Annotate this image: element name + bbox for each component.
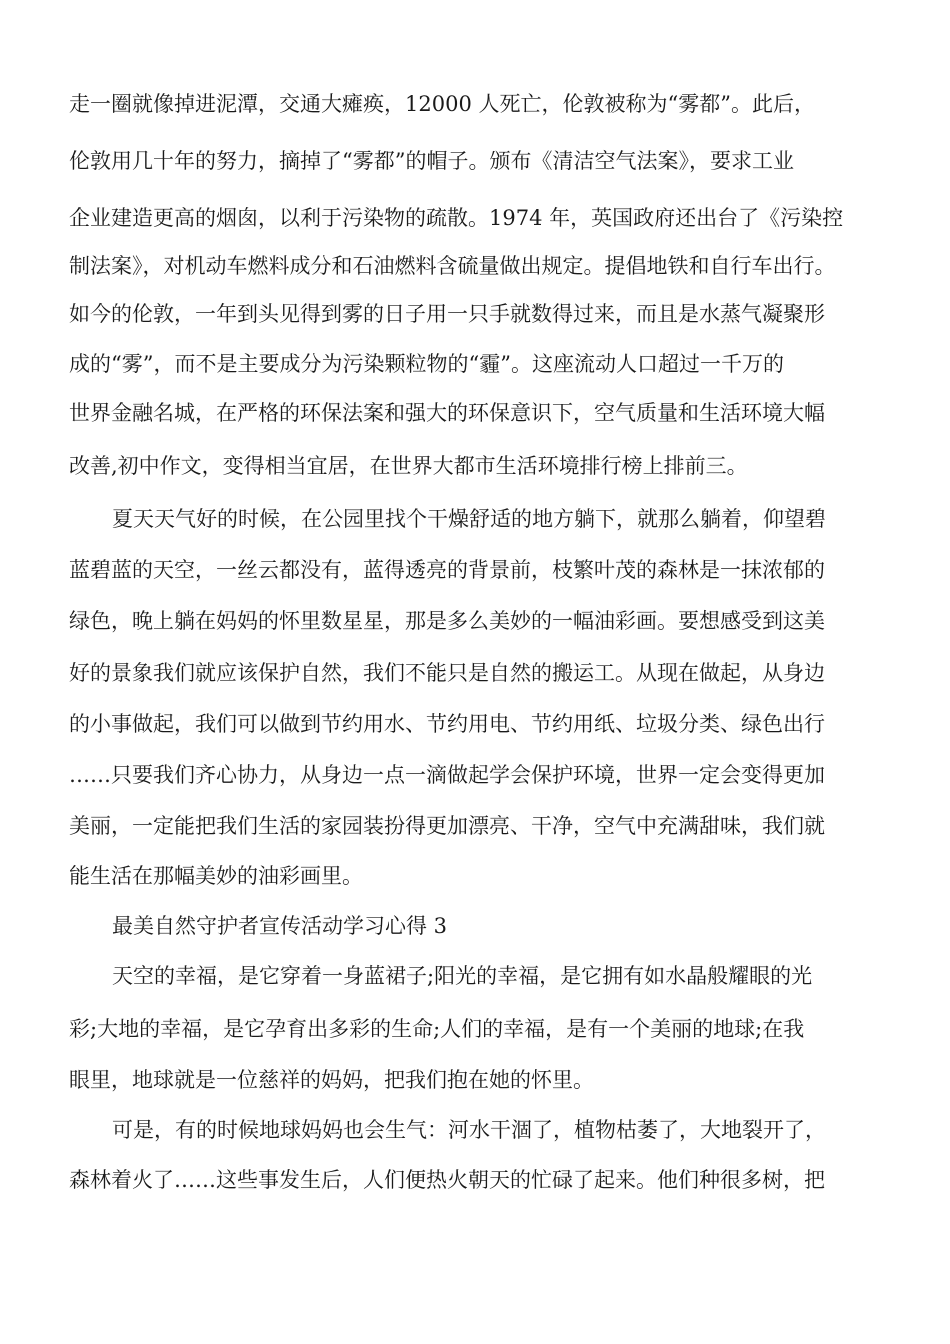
- text-line: 森林着火了……这些事发生后，人们便热火朝天的忙碌了起来。他们种很多树，把: [69, 1168, 825, 1192]
- paragraph-first-line: 天空的幸福，是它穿着一身蓝裙子;阳光的幸福，是它拥有如水晶般耀眼的光: [112, 964, 813, 988]
- text-line: 美丽，一定能把我们生活的家园装扮得更加漂亮、干净，空气中充满甜味，我们就: [69, 814, 825, 838]
- text-line: 能生活在那幅美妙的油彩画里。: [69, 864, 363, 888]
- text-line: 眼里，地球就是一位慈祥的妈妈，把我们抱在她的怀里。: [69, 1068, 594, 1092]
- text-line: 如今的伦敦，一年到头见得到雾的日子用一只手就数得过来，而且是水蒸气凝聚形: [69, 302, 825, 326]
- text-line: 彩;大地的幸福，是它孕育出多彩的生命;人们的幸福，是有一个美丽的地球;在我: [69, 1017, 805, 1041]
- text-line: ……只要我们齐心协力，从身边一点一滴做起学会保护环境，世界一定会变得更加: [69, 763, 825, 787]
- text-line: 伦敦用几十年的努力，摘掉了“雾都”的帽子。颁布《清洁空气法案》，要求工业: [69, 149, 794, 173]
- paragraph-first-line: 夏天天气好的时候，在公园里找个干燥舒适的地方躺下，就那么躺着，仰望碧: [112, 507, 826, 531]
- text-line: 成的“雾”，而不是主要成分为污染颗粒物的“霾”。这座流动人口超过一千万的: [69, 352, 784, 376]
- text-line: 改善,初中作文，变得相当宜居，在世界大都市生活环境排行榜上排前三。: [69, 454, 748, 478]
- text-line: 走一圈就像掉进泥潭，交通大瘫痪，12000 人死亡，伦敦被称为“雾都”。此后，: [69, 92, 815, 116]
- text-line: 企业建造更高的烟囱，以利于污染物的疏散。1974 年，英国政府还出台了《污染控: [69, 206, 844, 230]
- text-line: 的小事做起，我们可以做到节约用水、节约用电、节约用纸、垃圾分类、绿色出行: [69, 712, 825, 736]
- text-line: 世界金融名城，在严格的环保法案和强大的环保意识下，空气质量和生活环境大幅: [69, 401, 825, 425]
- text-line: 好的景象我们就应该保护自然，我们不能只是自然的搬运工。从现在做起，从身边: [69, 661, 825, 685]
- text-line: 绿色，晚上躺在妈妈的怀里数星星，那是多么美妙的一幅油彩画。要想感受到这美: [69, 609, 825, 633]
- paragraph-first-line: 可是，有的时候地球妈妈也会生气：河水干涸了，植物枯萎了，大地裂开了，: [112, 1118, 826, 1142]
- text-line: 蓝碧蓝的天空，一丝云都没有，蓝得透亮的背景前，枝繁叶茂的森林是一抹浓郁的: [69, 558, 825, 582]
- text-line: 制法案》，对机动车燃料成分和石油燃料含硫量做出规定。提倡地铁和自行车出行。: [69, 254, 836, 278]
- section-heading: 最美自然守护者宣传活动学习心得 3: [112, 914, 448, 938]
